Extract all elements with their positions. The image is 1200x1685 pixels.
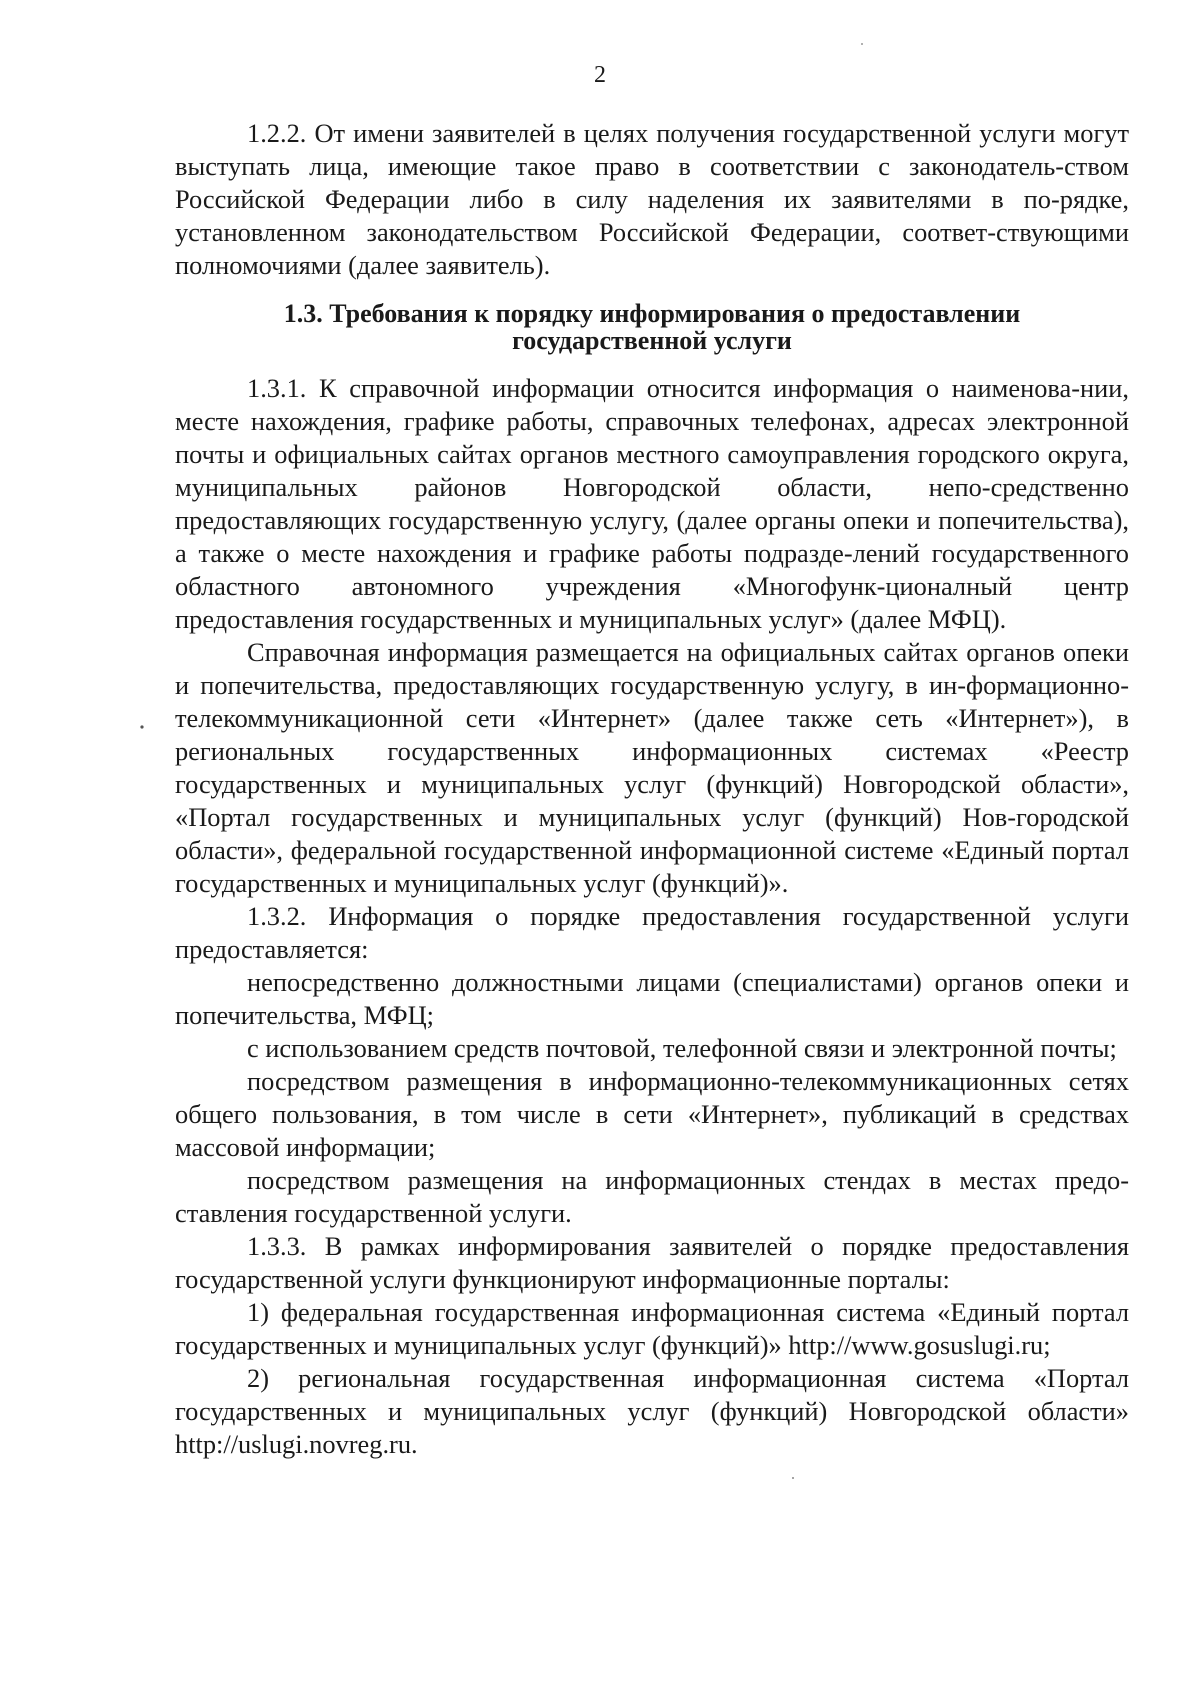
portal-item-regional: 2) региональная государственная информационная система «Портал государственных и муниципальных услуг (функций) Новгородской области» http://uslugi.novreg.ru. xyxy=(175,1363,1129,1459)
section-heading-line-1: 1.3. Требования к порядку информирования о предоставлении xyxy=(283,299,1021,328)
scan-speck xyxy=(861,43,863,45)
list-item-communications: с использованием средств почтовой, телефонной связи и электронной почты; xyxy=(247,1033,1117,1063)
paragraph-1-3-3: 1.3.3. В рамках информирования заявителей о порядке предоставления государственной услуги функционируют информационные порталы: xyxy=(175,1231,1129,1294)
document-body xyxy=(175,117,1129,1461)
paragraph-1-3-2: 1.3.2. Информация о порядке предоставления государственной услуги предоставляется: xyxy=(175,901,1129,964)
list-item-officials: непосредственно должностными лицами (специалистами) органов опеки и попечительства, МФЦ; xyxy=(175,967,1129,1030)
scan-speck xyxy=(140,725,143,728)
page-number: 2 xyxy=(594,62,606,88)
paragraph-reference-info: Справочная информация размещается на официальных сайтах органов опеки и попечительства, предоставляющих государственную услугу, в ин-формационно-телекоммуникационной сети «Интернет» (далее также сеть «Интернет»), в региональных государственных информационных системах «Реестр государственных и муниципальных услуг (функций) Новгородской области», «Портал государственных и муниципальных услуг (функций) Нов-городской области», федеральной государственной информационной системе «Единый портал государственных и муниципальных услуг (функций)». xyxy=(175,637,1129,898)
list-item-stands: посредством размещения на информационных стендах в местах предо-ставления государственной услуги. xyxy=(175,1165,1129,1228)
list-item-networks: посредством размещения в информационно-телекоммуникационных сетях общего пользования, в том числе в сети «Интернет», публикаций в средствах массовой информации; xyxy=(175,1066,1129,1162)
section-heading-line-2: государственной услуги xyxy=(512,326,792,355)
section-heading-1-3 xyxy=(175,300,1129,354)
scan-speck xyxy=(792,1477,794,1479)
portal-item-federal: 1) федеральная государственная информационная система «Единый портал государственных и муниципальных услуг (функций)» http://www.gosuslugi.ru; xyxy=(175,1297,1129,1360)
paragraph-1-3-1: 1.3.1. К справочной информации относится информация о наименова-нии, месте нахождения, графике работы, справочных телефонах, адресах электронной почты и официальных сайтах органов местного самоуправления городского округа, муниципальных районов Новгородской области, непо-средственно предоставляющих государственную услугу, (далее органы опеки и попечительства), а также о месте нахождения и графике работы подразде-лений государственного областного автономного учреждения «Многофунк-ционалный центр предоставления государственных и муниципальных услуг» (далее МФЦ). xyxy=(175,373,1129,634)
paragraph-1-2-2: 1.2.2. От имени заявителей в целях получения государственной услуги могут выступать лица, имеющие такое право в соответствии с законодатель-ством Российской Федерации либо в силу наделения их заявителями в по-рядке, установленном законодательством Российской Федерации, соответ-ствующими полномочиями (далее заявитель). xyxy=(175,118,1129,280)
